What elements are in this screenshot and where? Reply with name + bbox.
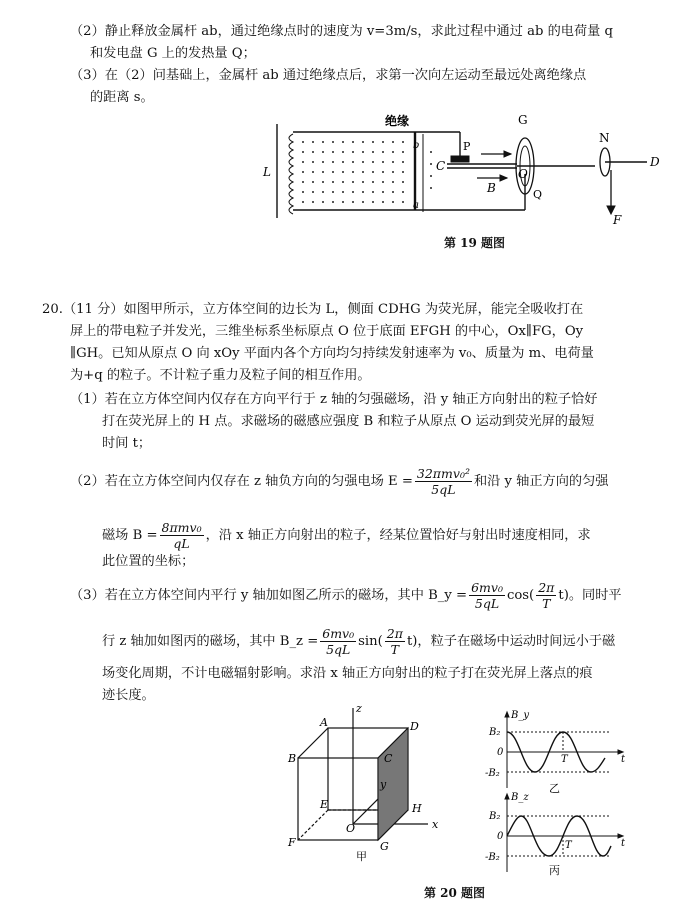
q19-part3-line1: （3）在（2）问基础上，金属杆 ab 通过绝缘点后，求第一次向左运动至最远处离绝缘点 [70, 68, 587, 83]
by-omega-fraction [536, 580, 556, 611]
q20-part2-line2 [102, 520, 591, 551]
bz-omega-denominator: T [390, 642, 400, 657]
figure-20-caption: 第 20 题图 [424, 886, 486, 900]
figure-20-bz-graph [485, 790, 630, 876]
label-b-field: B [487, 181, 496, 195]
by-min-label: -B₂ [485, 768, 500, 779]
b-field-fraction [160, 520, 204, 551]
figure-yi-label: 乙 [549, 782, 560, 794]
q20-intro-line3: ∥GH。已知从原点 O 向 xOy 平面内各个方向均匀持续发射速率为 v₀、质量为 m、电荷量 [70, 346, 594, 361]
figure-20-cube [280, 700, 455, 865]
figure-bing-label: 丙 [549, 864, 560, 876]
by-omega-denominator: T [542, 596, 551, 611]
cube-label-d: D [410, 720, 419, 733]
e-field-denominator: 5qL [431, 482, 456, 497]
q20-part3-line3: 场变化周期，不计电磁辐射影响。求沿 x 轴正方向射出的粒子打在荧光屏上落点的痕 [102, 666, 593, 681]
by-period-label: T [561, 754, 568, 765]
label-o: O [518, 167, 528, 181]
cube-label-e: E [320, 798, 329, 811]
label-n: N [599, 131, 610, 145]
bz-sin: sin( [358, 634, 383, 649]
bz-omega-fraction [385, 626, 405, 657]
by-denominator: 5qL [474, 596, 500, 611]
label-b-rod: b [413, 140, 420, 151]
q20-part1-line3: 时间 t； [102, 436, 152, 451]
bz-fraction [320, 626, 356, 657]
label-d: D [650, 155, 660, 169]
part2-text-c: 磁场 B = [102, 528, 158, 543]
bz-time-label: t [621, 838, 626, 849]
label-a-rod: a [413, 200, 419, 211]
cube-axis-z: z [356, 702, 362, 715]
part2-text-d: ，沿 x 轴正方向射出的粒子，经某位置恰好与射出时速度相同，求 [205, 528, 591, 543]
part3-text-a: （3）若在立方体空间内平行 y 轴加如图乙所示的磁场，其中 B_y = [70, 588, 468, 603]
by-fraction [469, 580, 505, 611]
q19-part2-line1: （2）静止释放金属杆 ab，通过绝缘点时的速度为 v=3m/s，求此过程中通过 ab 的电荷量 q [70, 24, 614, 39]
figure-19-caption: 第 19 题图 [444, 236, 506, 250]
q20-part3-line1 [70, 580, 622, 611]
part2-text-a: （2）若在立方体空间内仅存在 z 轴负方向的匀强电场 E = [70, 474, 413, 489]
by-origin-label: 0 [497, 747, 504, 758]
part3-text-c: 行 z 轴加如图丙的磁场，其中 B_z = [102, 634, 319, 649]
q20-intro-line4: 为+q 的粒子。不计粒子重力及粒子间的相互作用。 [70, 368, 371, 383]
q20-intro-line2: 屏上的带电粒子并发光，三维坐标系坐标原点 O 位于底面 EFGH 的中心，Ox∥FG，Oy [70, 324, 584, 339]
q20-intro-line1: 20.（11 分）如图甲所示，立方体空间的边长为 L，侧面 CDHG 为荧光屏，能完全吸收打在 [42, 302, 584, 317]
q20-part1-line1: （1）若在立方体空间内仅存在方向平行于 z 轴的匀强磁场，沿 y 轴正方向射出的粒子恰好 [70, 392, 598, 407]
bz-max-label: B₂ [489, 811, 501, 822]
label-l: L [263, 165, 271, 179]
e-field-fraction [415, 466, 472, 497]
bz-axis-label: B_z [511, 792, 529, 803]
q20-part3-line2 [102, 626, 615, 657]
by-numerator: 6mv₀ [471, 580, 503, 595]
q19-part2-line2: 和发电盘 G 上的发热量 Q； [90, 46, 256, 61]
label-g: G [518, 113, 528, 127]
part3-text-d: t)，粒子在磁场中运动时间远小于磁 [406, 634, 616, 649]
cube-axis-x: x [432, 818, 439, 831]
cube-label-f: F [288, 836, 296, 849]
cube-label-a: A [320, 716, 328, 729]
b-field-denominator: qL [173, 536, 190, 551]
by-axis-label: B_y [511, 710, 529, 721]
bz-period-label: T [565, 840, 572, 851]
bz-denominator: 5qL [326, 642, 351, 657]
inductor-coil [289, 134, 293, 214]
bz-numerator: 6mv₀ [322, 626, 355, 641]
by-time-label: t [621, 754, 626, 765]
cube-label-c: C [384, 752, 393, 765]
cube-label-h: H [412, 802, 422, 815]
q20-part3-line4: 迹长度。 [102, 688, 155, 703]
label-p: P [463, 140, 471, 153]
by-omega-numerator: 2π [538, 580, 555, 595]
bz-omega-numerator: 2π [386, 626, 403, 641]
figure-20-by-graph [485, 708, 630, 794]
cube-label-g: G [380, 840, 389, 853]
label-q: Q [533, 188, 543, 201]
cube-label-b: B [288, 752, 297, 765]
figure-jia-label: 甲 [356, 850, 367, 863]
q20-part1-line2: 打在荧光屏上的 H 点。求磁场的磁感应强度 B 和粒子从原点 O 运动到荧光屏的最短 [102, 414, 595, 429]
cube-axis-y: y [380, 778, 387, 791]
part2-text-b: 和沿 y 轴正方向的匀强 [473, 474, 609, 489]
label-f: F [613, 213, 622, 227]
by-max-label: B₂ [489, 727, 501, 738]
e-field-numerator: 32πmv₀² [416, 466, 470, 481]
b-field-numerator: 8πmv₀ [161, 520, 202, 535]
insulation-label: 绝缘 [385, 114, 410, 128]
q20-part2-line1 [70, 466, 609, 497]
cube-label-o: O [346, 822, 356, 835]
by-cos: cos( [506, 588, 535, 603]
bz-min-label: -B₂ [485, 852, 500, 863]
part3-text-b: t)。同时平 [558, 588, 622, 603]
q20-part2-line3: 此位置的坐标； [102, 554, 195, 569]
q19-part3-line2: 的距离 s。 [90, 90, 154, 105]
figure-19 [255, 112, 675, 252]
bz-origin-label: 0 [497, 831, 504, 842]
label-c: C [436, 159, 446, 173]
